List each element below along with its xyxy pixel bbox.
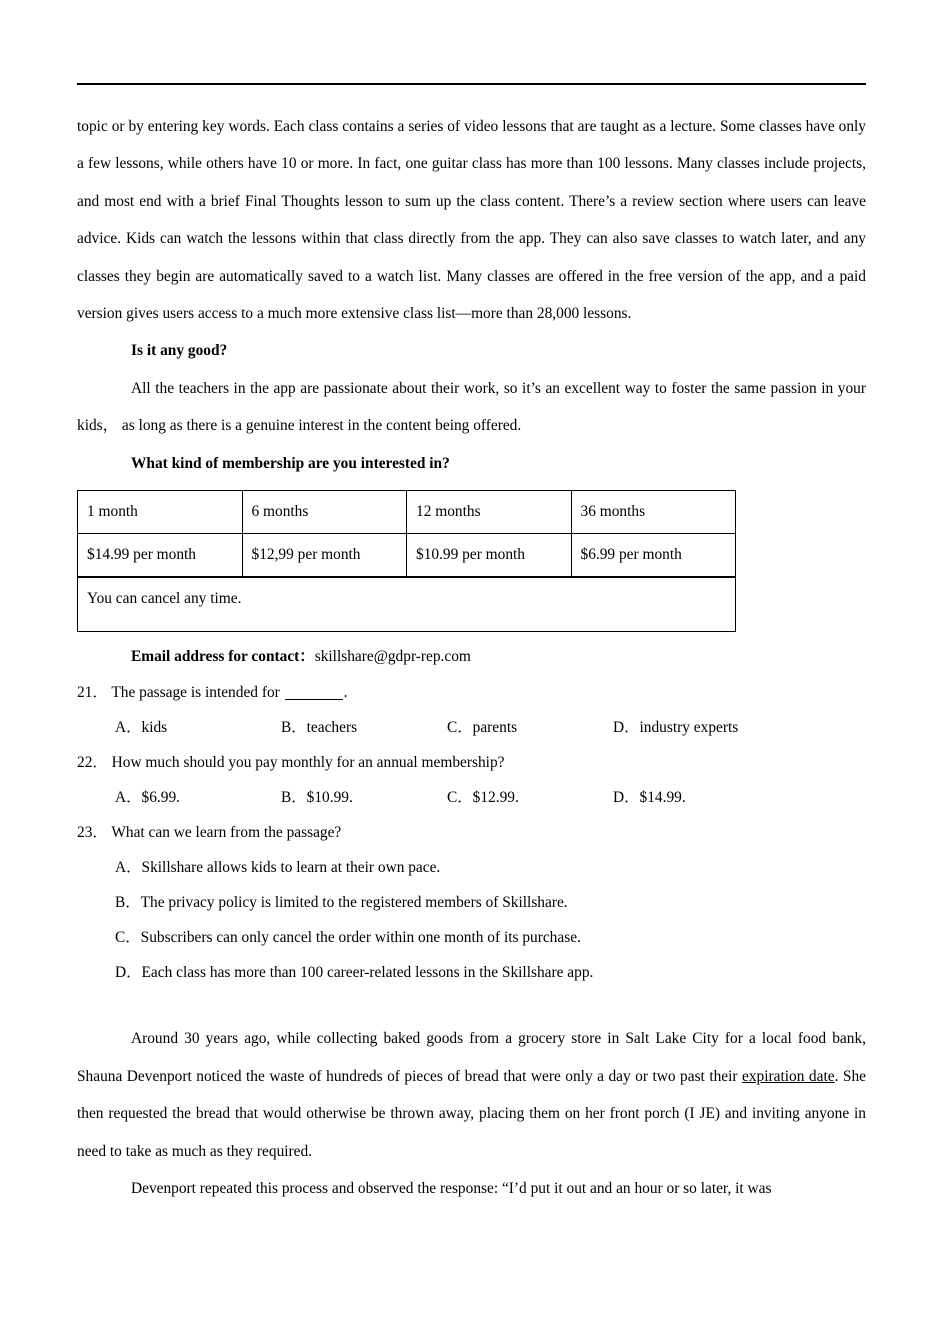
option-text: $12.99. xyxy=(472,789,519,807)
passage2-para1-lead: Around 30 years ago, while collecting baked goods from a grocery store in Salt Lake City for a local food bank, Shauna Devenport noticed the waste of hundreds of pieces of bread that were only a day or two past their xyxy=(77,1030,866,1085)
option-letter: D． xyxy=(613,719,640,737)
option-text: $6.99. xyxy=(141,789,180,807)
question-22-options xyxy=(77,780,866,815)
section-gap xyxy=(77,990,866,1020)
option-text: kids xyxy=(141,719,168,737)
table-cell-duration-3: 12 months xyxy=(407,491,572,534)
contact-label: Email address for contact xyxy=(131,648,300,666)
question-21-answer-blank xyxy=(285,699,343,700)
passage2-paragraph-2: Devenport repeated this process and observed the response: “I’d put it out and an hour or so later, it was xyxy=(131,1180,772,1198)
contact-email-address: skillshare@gdpr-rep.com xyxy=(314,648,471,666)
option-letter: B． xyxy=(115,894,141,912)
option-letter: B． xyxy=(281,789,307,807)
option-text: The privacy policy is limited to the registered members of Skillshare. xyxy=(140,894,568,912)
question-23-option-d[interactable] xyxy=(77,955,866,990)
question-23-option-c[interactable] xyxy=(77,920,866,955)
question-21 xyxy=(77,675,866,710)
question-23-option-b[interactable] xyxy=(77,885,866,920)
option-text: teachers xyxy=(306,719,358,737)
option-letter: A． xyxy=(115,719,142,737)
table-cell-cancel-note: You can cancel any time. xyxy=(78,577,736,632)
question-21-number: 21． xyxy=(77,684,108,702)
option-letter: C． xyxy=(447,789,473,807)
membership-pricing-table-wrapper xyxy=(77,490,866,632)
page-content xyxy=(77,108,866,1208)
question-21-option-c[interactable] xyxy=(447,710,613,745)
question-22-option-a[interactable] xyxy=(115,780,281,815)
contact-email-line xyxy=(77,638,866,675)
option-letter: D． xyxy=(613,789,640,807)
question-22-option-b[interactable] xyxy=(281,780,447,815)
option-text: Skillshare allows kids to learn at their own pace. xyxy=(141,859,441,877)
table-cell-duration-4: 36 months xyxy=(571,491,736,534)
question-23-option-a[interactable] xyxy=(77,850,866,885)
passage1-paragraph-1: topic or by entering key words. Each class contains a series of video lessons that are taught as a lecture. Some classes have only a few lessons, while others have 10 or more. In fact, one guitar class has more than 100 lessons. Many classes include projects, and most end with a brief Final Thoughts lesson to sum up the class content. There’s a review section where users can leave advice. Kids can watch the lessons within that class directly from the app. They can also save classes to watch later, and any classes they begin are automatically saved to a watch list. Many classes are offered in the free version of the app, and a paid version gives users access to a much more extensive class list—more than 28,000 lessons. xyxy=(77,118,866,323)
question-23-number: 23． xyxy=(77,824,108,842)
table-row-prices xyxy=(78,534,736,578)
passage2-para1-tail: . She then requested the bread that would otherwise be thrown away, placing them on her front porch (I JE) and inviting anyone in need to take as much as they required. xyxy=(77,1067,866,1160)
question-21-options xyxy=(77,710,866,745)
passage2-paragraph-1 xyxy=(77,1020,866,1170)
header-divider-rule xyxy=(77,83,866,85)
table-cell-price-2: $12,99 per month xyxy=(242,534,407,578)
table-cell-price-3: $10.99 per month xyxy=(407,534,572,578)
question-21-stem-tail: . xyxy=(343,684,348,702)
question-21-option-d[interactable] xyxy=(613,710,779,745)
option-text: Subscribers can only cancel the order within one month of its purchase. xyxy=(140,929,581,947)
option-letter: D． xyxy=(115,964,142,982)
option-letter: A． xyxy=(115,859,142,877)
question-22 xyxy=(77,745,866,780)
underlined-term-expiration-date: expiration date xyxy=(742,1067,835,1085)
option-text: Each class has more than 100 career-related lessons in the Skillshare app. xyxy=(141,964,594,982)
question-23 xyxy=(77,815,866,850)
table-cell-duration-2: 6 months xyxy=(242,491,407,534)
question-21-stem: The passage is intended for xyxy=(111,684,284,702)
table-row-durations xyxy=(78,491,736,534)
table-row-note xyxy=(78,577,736,632)
subheading-is-it-any-good: Is it any good? xyxy=(131,342,228,360)
question-22-stem: How much should you pay monthly for an annual membership? xyxy=(111,754,505,772)
question-22-option-d[interactable] xyxy=(613,780,779,815)
question-22-option-c[interactable] xyxy=(447,780,613,815)
question-21-option-b[interactable] xyxy=(281,710,447,745)
option-letter: C． xyxy=(447,719,473,737)
option-text: parents xyxy=(472,719,518,737)
subheading-membership-question: What kind of membership are you interested in? xyxy=(131,454,450,472)
option-letter: C． xyxy=(115,929,141,947)
passage2 xyxy=(77,1020,866,1207)
question-22-number: 22． xyxy=(77,754,108,772)
option-letter: B． xyxy=(281,719,307,737)
question-23-stem: What can we learn from the passage? xyxy=(111,824,342,842)
table-cell-price-4: $6.99 per month xyxy=(571,534,736,578)
membership-pricing-table xyxy=(77,490,736,632)
contact-separator: ： xyxy=(299,648,315,666)
option-text: $14.99. xyxy=(639,789,686,807)
option-text: $10.99. xyxy=(306,789,353,807)
table-cell-price-1: $14.99 per month xyxy=(78,534,243,578)
option-text: industry experts xyxy=(639,719,739,737)
table-cell-duration-1: 1 month xyxy=(78,491,243,534)
passage1-paragraph-2: All the teachers in the app are passionate about their work, so it’s an excellent way to foster the same passion in your kids， as long as there is a genuine interest in the content being offered. xyxy=(77,379,866,435)
question-21-option-a[interactable] xyxy=(115,710,281,745)
option-letter: A． xyxy=(115,789,142,807)
